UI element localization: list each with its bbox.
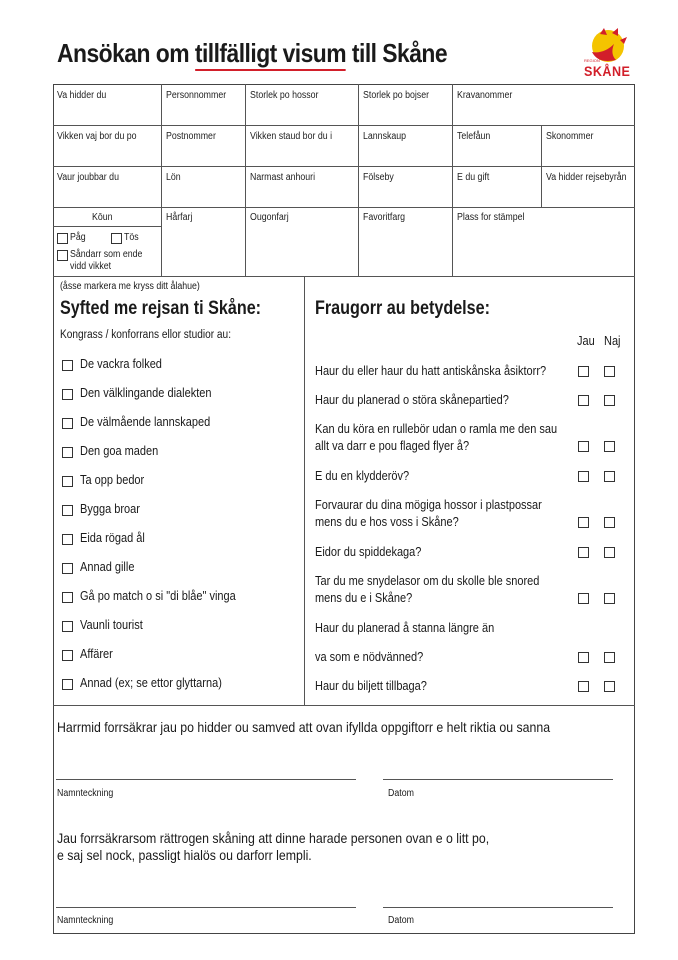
signature-line[interactable] [56,907,356,908]
grid-divider [53,276,635,277]
grid-column-divider [358,84,359,276]
signature-label: Namnteckning [57,915,114,926]
gender-heading: Kōun [92,212,113,223]
field-phone[interactable]: Telefåun [457,131,491,142]
yes-column-header: Jau [577,334,595,348]
purpose-checkbox[interactable] [62,447,73,458]
question-text: Forvaurar du dina mögiga hossor i plastpossar [315,498,542,512]
purpose-option-label: Eida rögad ål [80,531,145,545]
question-text: Eidor du spiddekaga? [315,545,422,559]
purpose-option-label: Den goa maden [80,444,159,458]
purpose-checkbox[interactable] [62,592,73,603]
field-favorite-color[interactable]: Favoritfarg [363,212,406,223]
gender-unknown-checkbox[interactable] [57,250,68,261]
field-address[interactable]: Vikken vaj bor du po [57,131,137,142]
no-column-header: Naj [604,334,621,348]
section-divider [304,276,305,705]
answer-no-checkbox[interactable] [604,652,615,663]
purpose-checkbox[interactable] [62,360,73,371]
field-county[interactable]: Lannskaup [363,131,407,142]
purpose-checkbox[interactable] [62,650,73,661]
gender-boy-label: Påg [70,232,86,243]
field-birthplace[interactable]: Fölseby [363,172,394,183]
field-shoe-size[interactable]: Skonommer [546,131,594,142]
answer-yes-checkbox[interactable] [578,395,589,406]
title-highlight: tillfälligt visum [194,38,347,68]
field-sock-size[interactable]: Storlek po hossor [250,90,319,101]
grid-column-divider [452,84,453,276]
answer-no-checkbox[interactable] [604,366,615,377]
purpose-option-label: Vaunli tourist [80,618,143,632]
purpose-subheading: Kongrass / konforrans ellor studior au: [60,329,232,341]
answer-no-checkbox[interactable] [604,441,615,452]
gender-unknown-label: Såndarr som ende [70,249,143,260]
field-travel-agency[interactable]: Va hidder rejsebyrån [546,172,627,183]
answer-yes-checkbox[interactable] [578,652,589,663]
gender-unknown-label-line2: vidd vikket [70,261,112,272]
question-text: Haur du biljett tillbaga? [315,679,427,693]
question-text: Kan du köra en rullebör udan o ramla me den sau [315,422,558,436]
question-text: Tar du me snydelasor om du skolle ble snored [315,574,540,588]
purpose-option-label: Affärer [80,647,113,661]
field-hair-color[interactable]: Hårfarj [166,212,193,223]
question-text: Haur du eller haur du hatt antiskånska åsiktorr? [315,364,547,378]
answer-no-checkbox[interactable] [604,395,615,406]
purpose-checkbox[interactable] [62,418,73,429]
field-name[interactable]: Va hidder du [57,90,107,101]
answer-no-checkbox[interactable] [604,471,615,482]
answer-yes-checkbox[interactable] [578,547,589,558]
field-married[interactable]: E du gift [457,172,490,183]
grid-column-divider [541,125,542,207]
question-text: mens du e i Skåne? [315,591,413,605]
answer-yes-checkbox[interactable] [578,441,589,452]
question-text: va som e nödvänned? [315,650,424,664]
answer-yes-checkbox[interactable] [578,593,589,604]
answer-no-checkbox[interactable] [604,681,615,692]
questions-heading: Fraugorr au betydelse: [315,298,491,319]
grid-divider [53,207,635,208]
form-title [57,38,447,69]
logo-text: SKÅNE [584,63,631,79]
field-workplace[interactable]: Vaur joubbar du [57,172,119,183]
answer-yes-checkbox[interactable] [578,366,589,377]
answer-no-checkbox[interactable] [604,593,615,604]
field-salary[interactable]: Lön [166,172,181,183]
question-text: Haur du planerad å stanna längre än [315,621,495,635]
instruction-text: (åsse markera me kryss ditt ålahue) [60,281,200,292]
date-label: Datom [388,788,414,799]
answer-yes-checkbox[interactable] [578,681,589,692]
question-text: E du en klydderöv? [315,469,410,483]
field-eye-color[interactable]: Ougonfarj [250,212,289,223]
grid-column-divider [161,84,162,276]
field-city[interactable]: Vikken staud bor du i [250,131,333,142]
title-prefix: Ansökan om [57,38,195,68]
declaration-guarantor-line1: Jau forrsäkrarsom rättrogen skåning att dinne harade personen ovan e o litt po, [57,830,490,846]
grid-divider [53,705,635,706]
gender-boy-checkbox[interactable] [57,233,68,244]
grid-column-divider [245,84,246,276]
field-kravanommer[interactable]: Kravanommer [457,90,513,101]
date-label: Datom [388,915,414,926]
logo-small-text: REGION [584,58,600,63]
purpose-checkbox[interactable] [62,679,73,690]
purpose-option-label: Ta opp bedor [80,473,145,487]
purpose-heading: Syfted me rejsan ti Skåne: [60,298,262,319]
answer-yes-checkbox[interactable] [578,517,589,528]
purpose-checkbox[interactable] [62,476,73,487]
declaration-truth: Harrmid forrsäkrar jau po hidder ou samved att ovan ifyllda oppgiftorr e helt riktia ou sanna [57,719,551,735]
purpose-checkbox[interactable] [62,389,73,400]
gender-girl-checkbox[interactable] [111,233,122,244]
purpose-checkbox[interactable] [62,621,73,632]
purpose-option-label: Annad (ex; se ettor glyttarna) [80,676,222,690]
gender-girl-label: Tös [124,232,139,243]
signature-line[interactable] [56,779,356,780]
title-suffix: till Skåne [346,38,448,68]
purpose-checkbox[interactable] [62,563,73,574]
grid-divider [53,166,635,167]
purpose-option-label: Annad gille [80,560,135,574]
answer-no-checkbox[interactable] [604,547,615,558]
purpose-option-label: Gå po match o si "di blåe" vinga [80,589,236,603]
signature-label: Namnteckning [57,788,114,799]
answer-no-checkbox[interactable] [604,517,615,528]
declaration-guarantor-line2: e saj sel nock, passligt hialös ou darforr lempli. [57,847,312,863]
question-text: Haur du planerad o störa skånepartied? [315,393,509,407]
question-text: allt va darr e pou flaged flyer å? [315,439,470,453]
purpose-checkbox[interactable] [62,505,73,516]
date-line[interactable] [383,907,613,908]
field-next-of-kin[interactable]: Narmast anhouri [250,172,316,183]
grid-divider [53,125,635,126]
date-line[interactable] [383,779,613,780]
field-underwear-size[interactable]: Storlek po bojser [363,90,430,101]
question-text: mens du e hos voss i Skåne? [315,515,459,529]
field-personal-number[interactable]: Personnommer [166,90,227,101]
field-postcode[interactable]: Postnommer [166,131,216,142]
purpose-option-label: De välmående lannskaped [80,415,211,429]
purpose-checkbox[interactable] [62,534,73,545]
field-stamp-area: Plass for stämpel [457,212,525,223]
purpose-option-label: De vackra folked [80,357,162,371]
purpose-option-label: Bygga broar [80,502,140,516]
answer-yes-checkbox[interactable] [578,471,589,482]
purpose-option-label: Den välklingande dialekten [80,386,212,400]
gender-divider [53,226,161,227]
